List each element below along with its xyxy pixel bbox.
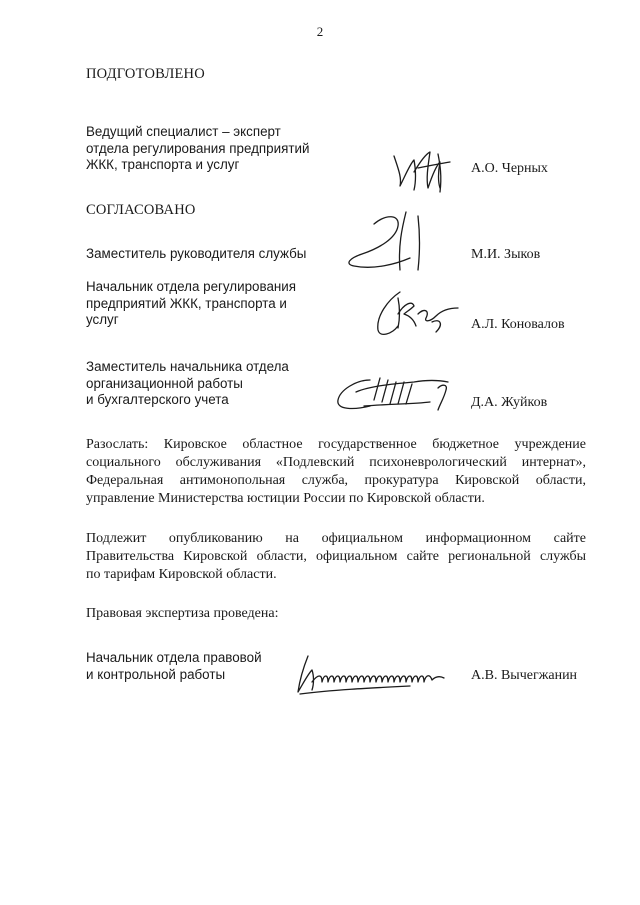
agreed-heading: СОГЛАСОВАНО bbox=[86, 202, 196, 218]
distribution-paragraph bbox=[86, 436, 586, 508]
prepared-position bbox=[86, 124, 309, 174]
publication-line: Правительства Кировской области, официальном сайте региональной службы bbox=[86, 549, 586, 564]
signer-name-zhuikov: Д.А. Жуйков bbox=[471, 395, 548, 410]
distribution-line: управление Министерства юстиции России по Кировской области. bbox=[86, 491, 485, 506]
agreed-signer-1-position bbox=[86, 246, 306, 263]
publication-paragraph bbox=[86, 530, 586, 584]
signer-name-chernykh: А.О. Черных bbox=[471, 161, 548, 176]
signature-chernykh bbox=[388, 146, 458, 196]
signature-konovalov bbox=[370, 288, 466, 340]
position-line: отдела регулирования предприятий bbox=[86, 140, 310, 156]
distribution-line: Разослать: Кировское областное государственное бюджетное учреждение bbox=[86, 437, 586, 452]
signature-zhuikov bbox=[330, 370, 460, 418]
signer-name-konovalov: А.Л. Коновалов bbox=[471, 317, 565, 332]
position-line: ЖКК, транспорта и услуг bbox=[86, 157, 240, 172]
legal-review-text: Правовая экспертиза проведена: bbox=[86, 606, 279, 621]
position-line: Начальник отдела правовой bbox=[86, 650, 262, 665]
agreed-signer-2-position bbox=[86, 279, 296, 329]
signature-zykov bbox=[340, 208, 440, 276]
position-line: и бухгалтерского учета bbox=[86, 392, 229, 407]
position-line: услуг bbox=[86, 312, 119, 327]
signer-name-zykov: М.И. Зыков bbox=[471, 247, 541, 262]
position-line: организационной работы bbox=[86, 375, 243, 391]
distribution-line: социального обслуживания «Подлевский психоневрологический интернат», bbox=[86, 455, 586, 470]
publication-line: по тарифам Кировской области. bbox=[86, 567, 277, 582]
signature-vychegzhanin bbox=[290, 652, 450, 700]
position-line: предприятий ЖКК, транспорта и bbox=[86, 295, 287, 311]
page-number: 2 bbox=[316, 24, 324, 39]
prepared-heading: ПОДГОТОВЛЕНО bbox=[86, 66, 205, 82]
distribution-line: Федеральная антимонопольная служба, прокуратура Кировской области, bbox=[86, 473, 586, 488]
position-line: Заместитель начальника отдела bbox=[86, 359, 289, 374]
publication-line: Подлежит опубликованию на официальном информационном сайте bbox=[86, 531, 586, 546]
signer-name-vychegzhanin: А.В. Вычегжанин bbox=[471, 668, 578, 683]
legal-review-position bbox=[86, 650, 262, 683]
position-line: и контрольной работы bbox=[86, 666, 226, 682]
position-line: Заместитель руководителя службы bbox=[86, 246, 307, 261]
position-line: Ведущий специалист – эксперт bbox=[86, 124, 281, 139]
agreed-signer-3-position bbox=[86, 359, 289, 409]
position-line: Начальник отдела регулирования bbox=[86, 279, 297, 294]
